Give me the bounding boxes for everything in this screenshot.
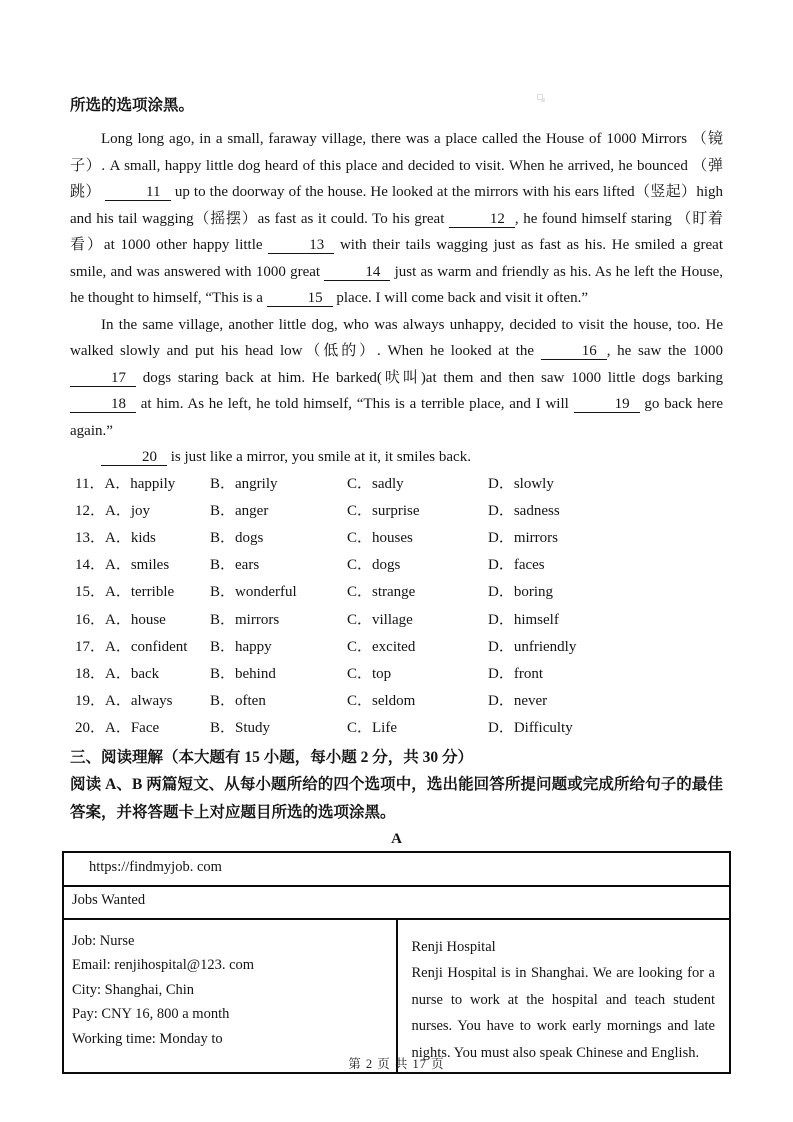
question-16 <box>75 607 723 634</box>
question-13-option-B: B．dogs <box>210 529 264 546</box>
job-details-cell <box>63 919 397 1074</box>
cloze-blank-20: 20 <box>101 449 167 466</box>
job-detail-line: Working time: Monday to <box>72 1030 223 1047</box>
hospital-info-cell <box>397 919 731 1074</box>
question-20-option-B: B．Study <box>210 720 271 737</box>
cloze-question-list <box>75 471 723 743</box>
question-14-option-C: C．dogs <box>347 557 401 574</box>
question-17-option-A: 17．A．confident <box>75 638 188 655</box>
question-14-option-D: D．faces <box>488 557 545 574</box>
question-16-option-D: D．himself <box>488 611 559 628</box>
table-row <box>63 852 730 886</box>
cloze-blank-13: 13 <box>268 237 334 254</box>
cloze-blank-16: 16 <box>541 343 607 360</box>
question-20 <box>75 715 723 742</box>
question-16-option-A: 16．A．house <box>75 611 166 628</box>
question-18-option-A: 18．A．back <box>75 665 160 682</box>
cloze-paragraph-2: In the same village, another little dog, who was always unhappy, decided to visit the house, too. He walked slowly and put his head low（低的）. When he looked at the 16 , he saw the 1000 17 dogs staring back at him. He barked(吠叫)at them and then saw 1000 little dogs barking 18 at him. As he left, he told himself, “This is a terrible place, and I will 19 go back here again.” <box>70 316 723 439</box>
question-15 <box>75 579 723 606</box>
question-18-option-B: B．behind <box>210 665 276 682</box>
question-12-option-B: B．anger <box>210 502 269 519</box>
question-20-option-A: 20．A．Face <box>75 720 160 737</box>
section-instruction: 阅读 A、B 两篇短文、从每小题所给的四个选项中，选出能回答所提问题或完成所给句子的最佳答案，并将答题卡上对应题目所选的选项涂黑。 <box>70 775 723 821</box>
cloze-blank-17: 17 <box>70 370 136 387</box>
cloze-paragraph-1: Long long ago, in a small, faraway village, there was a place called the House of 1000 Mirrors （镜子）. A small, happy little dog heard of this place and decided to visit. When he arrived, he bounced （弹跳） 11 up to the doorway of the house. He looked at the mirrors with his ears lifted（竖起）high and his tail wagging（摇摆）as fast as it could. To his great 12 , he found himself staring （盯着看）at 1000 other happy little 13 with their tails wagging just as fast as his. He smiled a great smile, and was answered with 1000 great 14 just as warm and friendly as his. As he left the House, he thought to himself, “This is a 15 place. I will come back and visit it often.” <box>70 131 723 306</box>
question-12-option-A: 12．A．joy <box>75 502 151 519</box>
question-13-option-C: C．houses <box>347 529 413 546</box>
question-20-option-D: D．Difficulty <box>488 720 573 737</box>
question-19-option-C: C．seldom <box>347 693 416 710</box>
question-13 <box>75 525 723 552</box>
question-19-option-D: D．never <box>488 693 548 710</box>
question-14-option-A: 14．A．smiles <box>75 557 170 574</box>
question-14 <box>75 552 723 579</box>
question-15-option-C: C．strange <box>347 584 416 601</box>
question-19 <box>75 688 723 715</box>
question-19-option-A: 19．A．always <box>75 693 173 710</box>
cloze-blank-19: 19 <box>574 396 640 413</box>
question-17-option-B: B．happy <box>210 638 272 655</box>
cloze-blank-15: 15 <box>267 290 333 307</box>
job-detail-line: City: Shanghai, Chin <box>72 981 195 998</box>
question-13-option-A: 13．A．kids <box>75 529 156 546</box>
question-11-option-B: B．angrily <box>210 475 278 492</box>
section-header: 三、阅读理解（本大题有 15 小题，每小题 2 分，共 30 分） <box>70 748 474 766</box>
job-detail-line: Job: Nurse <box>72 932 135 949</box>
page-footer: 第 2 页 共 17 页 <box>348 1057 445 1071</box>
question-15-option-A: 15．A．terrible <box>75 584 175 601</box>
table-row <box>63 886 730 919</box>
question-16-option-C: C．village <box>347 611 413 628</box>
cloze-blank-18: 18 <box>70 396 136 413</box>
question-11 <box>75 471 723 498</box>
question-14-option-B: B．ears <box>210 557 260 574</box>
question-17 <box>75 634 723 661</box>
question-16-option-B: B．mirrors <box>210 611 280 628</box>
cloze-blank-12: 12 <box>449 211 515 228</box>
table-row <box>63 919 730 1074</box>
scan-artifact <box>538 95 542 99</box>
question-11-option-D: D．slowly <box>488 475 554 492</box>
cloze-blank-14: 14 <box>324 264 390 281</box>
question-13-option-D: D．mirrors <box>488 529 558 546</box>
question-15-option-B: B．wonderful <box>210 584 297 601</box>
question-19-option-B: B．often <box>210 693 266 710</box>
jobs-wanted-header: Jobs Wanted <box>63 886 730 919</box>
question-17-option-D: D．unfriendly <box>488 638 577 655</box>
top-note: 所选的选项涂黑。 <box>70 97 195 114</box>
question-20-option-C: C．Life <box>347 720 397 737</box>
question-17-option-C: C．excited <box>347 638 416 655</box>
question-11-option-C: C．sadly <box>347 475 404 492</box>
hospital-name: Renji Hospital <box>411 938 496 955</box>
question-12-option-C: C．surprise <box>347 502 420 519</box>
job-ad-table <box>62 851 731 1075</box>
cloze-blank-11: 11 <box>105 184 171 201</box>
question-12-option-D: D．sadness <box>488 502 560 519</box>
question-12 <box>75 498 723 525</box>
question-11-option-A: 11．A．happily <box>75 475 176 492</box>
question-18-option-C: C．top <box>347 665 392 682</box>
job-detail-line: Email: renjihospital@123. com <box>72 957 255 974</box>
cloze-paragraph-3: 20 is just like a mirror, you smile at it, it smiles back. <box>70 444 723 471</box>
question-15-option-D: D．boring <box>488 584 553 601</box>
hospital-description: Renji Hospital is in Shanghai. We are looking for a nurse to work at the hospital and teach student nurses. You have to work early mornings and late nights. You must also speak Chinese and English. <box>411 965 715 1061</box>
website-url: https://findmyjob. com <box>63 852 730 886</box>
question-18 <box>75 661 723 688</box>
passage-a-label: A <box>391 830 402 847</box>
question-18-option-D: D．front <box>488 665 543 682</box>
job-detail-line: Pay: CNY 16, 800 a month <box>72 1006 230 1023</box>
